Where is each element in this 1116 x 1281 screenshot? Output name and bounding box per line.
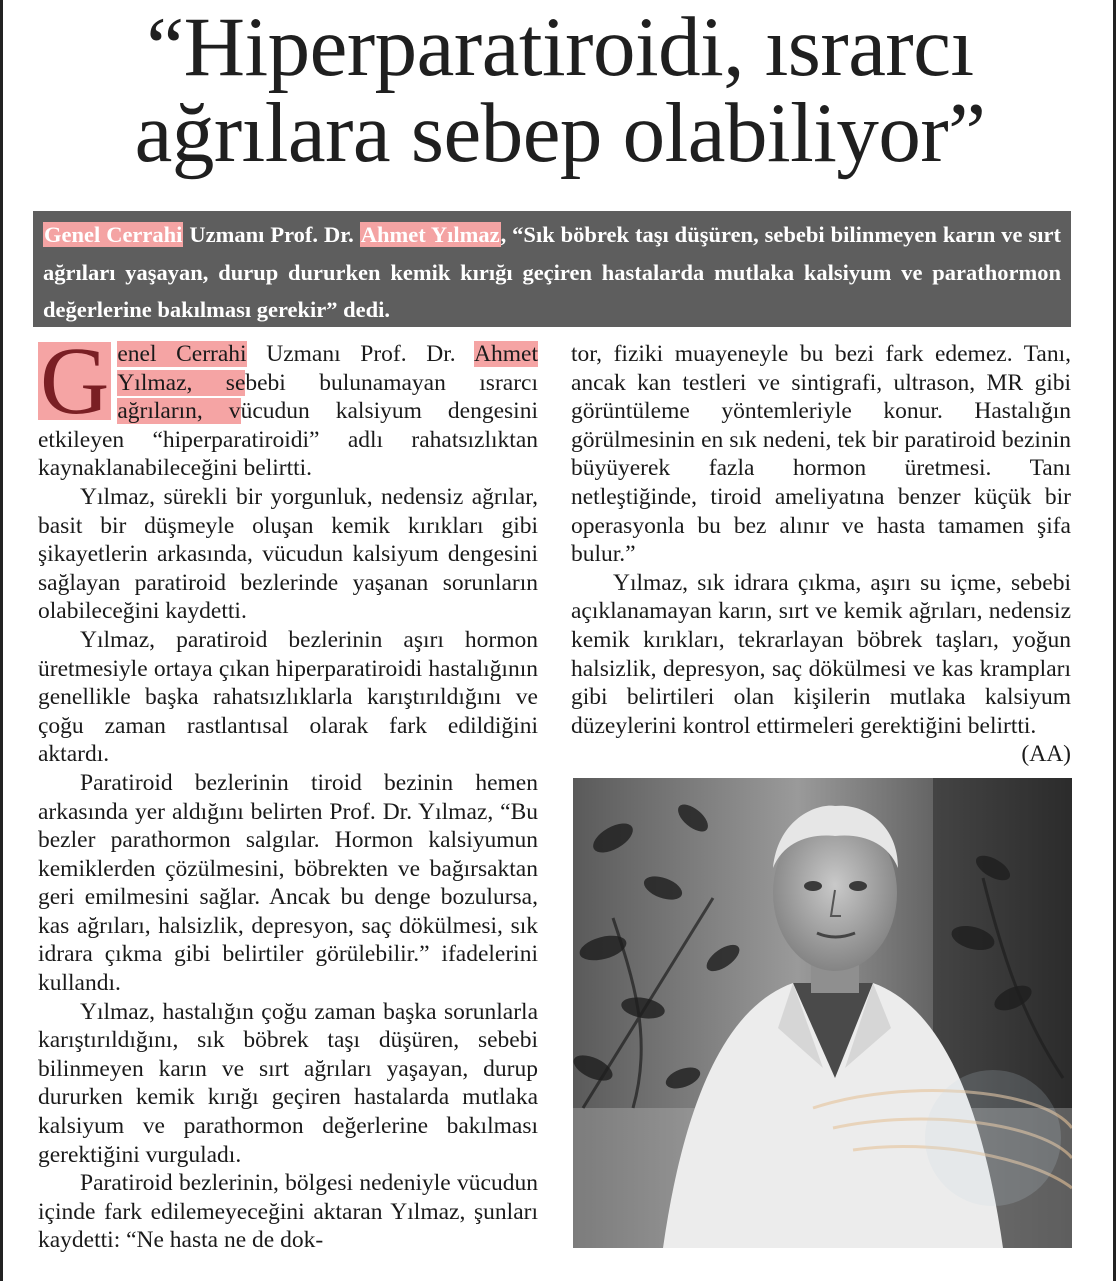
lead-specialty-highlight: Genel Cerrahi <box>44 222 183 247</box>
paragraph-1-text-c: ücudun kalsiyum dengesini etkileyen “hiperparatiroidi” adlı rahatsızlıktan kaynaklanabileceğini belirtti. <box>38 398 538 482</box>
article-column-2 <box>571 340 1071 769</box>
article-column-1 <box>38 327 538 1255</box>
article-paragraph-8 <box>571 569 1071 768</box>
lead-doctor-highlight: Ahmet Yılmaz <box>360 222 500 247</box>
headline-line-2: ağrılara sebep olabiliyor” <box>134 86 986 180</box>
highlight-pain: ağrıların, v <box>117 398 241 425</box>
article-paragraph-1 <box>38 327 538 483</box>
lead-title: Uzmanı Prof. Dr. <box>183 222 360 247</box>
headline <box>20 0 1100 180</box>
headline-line-1: “Hiperparatiroidi, ısrarcı <box>146 0 974 94</box>
drop-cap: G <box>40 327 110 434</box>
highlight-specialty: enel Cerrahi <box>117 341 247 367</box>
doctor-photo-illustration <box>573 778 1072 1248</box>
doctor-photo <box>573 778 1072 1248</box>
paragraph-1-text-b: bebi bulunamayan ısrarcı <box>245 369 538 396</box>
article-paragraph-2: Yılmaz, sürekli bir yorgunluk, nedensiz ağrılar, basit bir düşmeyle oluşan kemik kırıkları gibi şikayetlerin arkasında, vücudun kalsiyum dengesini sağlayan paratiroid bezlerinde yaşanan sorunların olabileceğini kaydetti. <box>38 483 538 625</box>
highlight-doctor: Ahmet Yılmaz, se <box>117 341 538 396</box>
lead-paragraph <box>33 211 1071 327</box>
page-border-left <box>0 0 3 1281</box>
article-paragraph-6: Paratiroid bezlerinin, bölgesi nedeniyle vücudun içinde fark edilemeyeceğini aktaran Yılmaz, şunları kaydetti: “Ne hasta ne de dok- <box>38 1170 538 1254</box>
article-paragraph-5: Yılmaz, hastalığın çoğu zaman başka sorunlarla karıştırıldığını, sık böbrek taşı düşüren, sebebi bilinmeyen karın ve sırt ağrıları yaşayan, durup dururken kemik kırığı geçiren hastalarda mutlaka kalsiyum ve parathormon değerlerine bakılması gerektiğini vurguladı. <box>38 998 538 1168</box>
article-paragraph-3: Yılmaz, paratiroid bezlerinin aşırı hormon üretmesiyle ortaya çıkan hiperparatiroidi hastalığının genellikle başka rahatsızlıklarla karıştırıldığını ve çoğu zaman rastlantısal olarak fark edildiğini aktardı. <box>38 626 538 768</box>
article-paragraph-4: Paratiroid bezlerinin tiroid bezinin hemen arkasında yer aldığını belirten Prof. Dr. Yılmaz, “Bu bezler parathormon salgılar. Hormon kalsiyumun kemiklerden çözülmesini, böbrekten ve bağırsaktan geri emilmesini sağlar. Ancak bu denge bozulursa, kas ağrıları, halsizlik, depresyon, saç dökülmesi, sık idrara çıkma gibi belirtiler görülebilir.” ifadelerini kullandı. <box>38 769 538 997</box>
paragraph-1-text-a: Uzmanı Prof. Dr. <box>246 341 475 367</box>
news-agency-credit: (AA) <box>1021 741 1071 768</box>
paragraph-8-text: Yılmaz, sık idrara çıkma, aşırı su içme, sebebi açıklanamayan karın, sırt ve kemik ağrıları, nedensiz kemik kırıkları, tekrarlayan böbrek taşları, yoğun halsizlik, depresyon, saç dökülmesi ve kas krampları gibi belirtileri olan kişilerin mutlaka kalsiyum düzeylerini kontrol ettirmeleri gerektiğini belirtti. <box>571 569 1071 739</box>
article-paragraph-7: tor, fiziki muayeneyle bu bezi fark edemez. Tanı, ancak kan testleri ve sintigrafi, ultrason, MR gibi görüntüleme yöntemleriyle konur. Hastalığın görülmesinin en sık nedeni, tek bir paratiroid bezinin büyüyerek fazla hormon üretmesi. Tanı netleştiğinde, tiroid ameliyatına benzer küçük bir operasyonla bu bez alınır ve hasta tamamen şifa bulur.” <box>571 341 1071 568</box>
lead-quote: , “Sık böbrek taşı düşüren, sebebi bilinmeyen karın ve sırt ağrıları yaşayan, durup dururken kemik kırığı geçiren hastalarda mutlaka kalsiyum ve parathormon değerlerine bakılması gerekir” dedi. <box>43 222 1061 322</box>
